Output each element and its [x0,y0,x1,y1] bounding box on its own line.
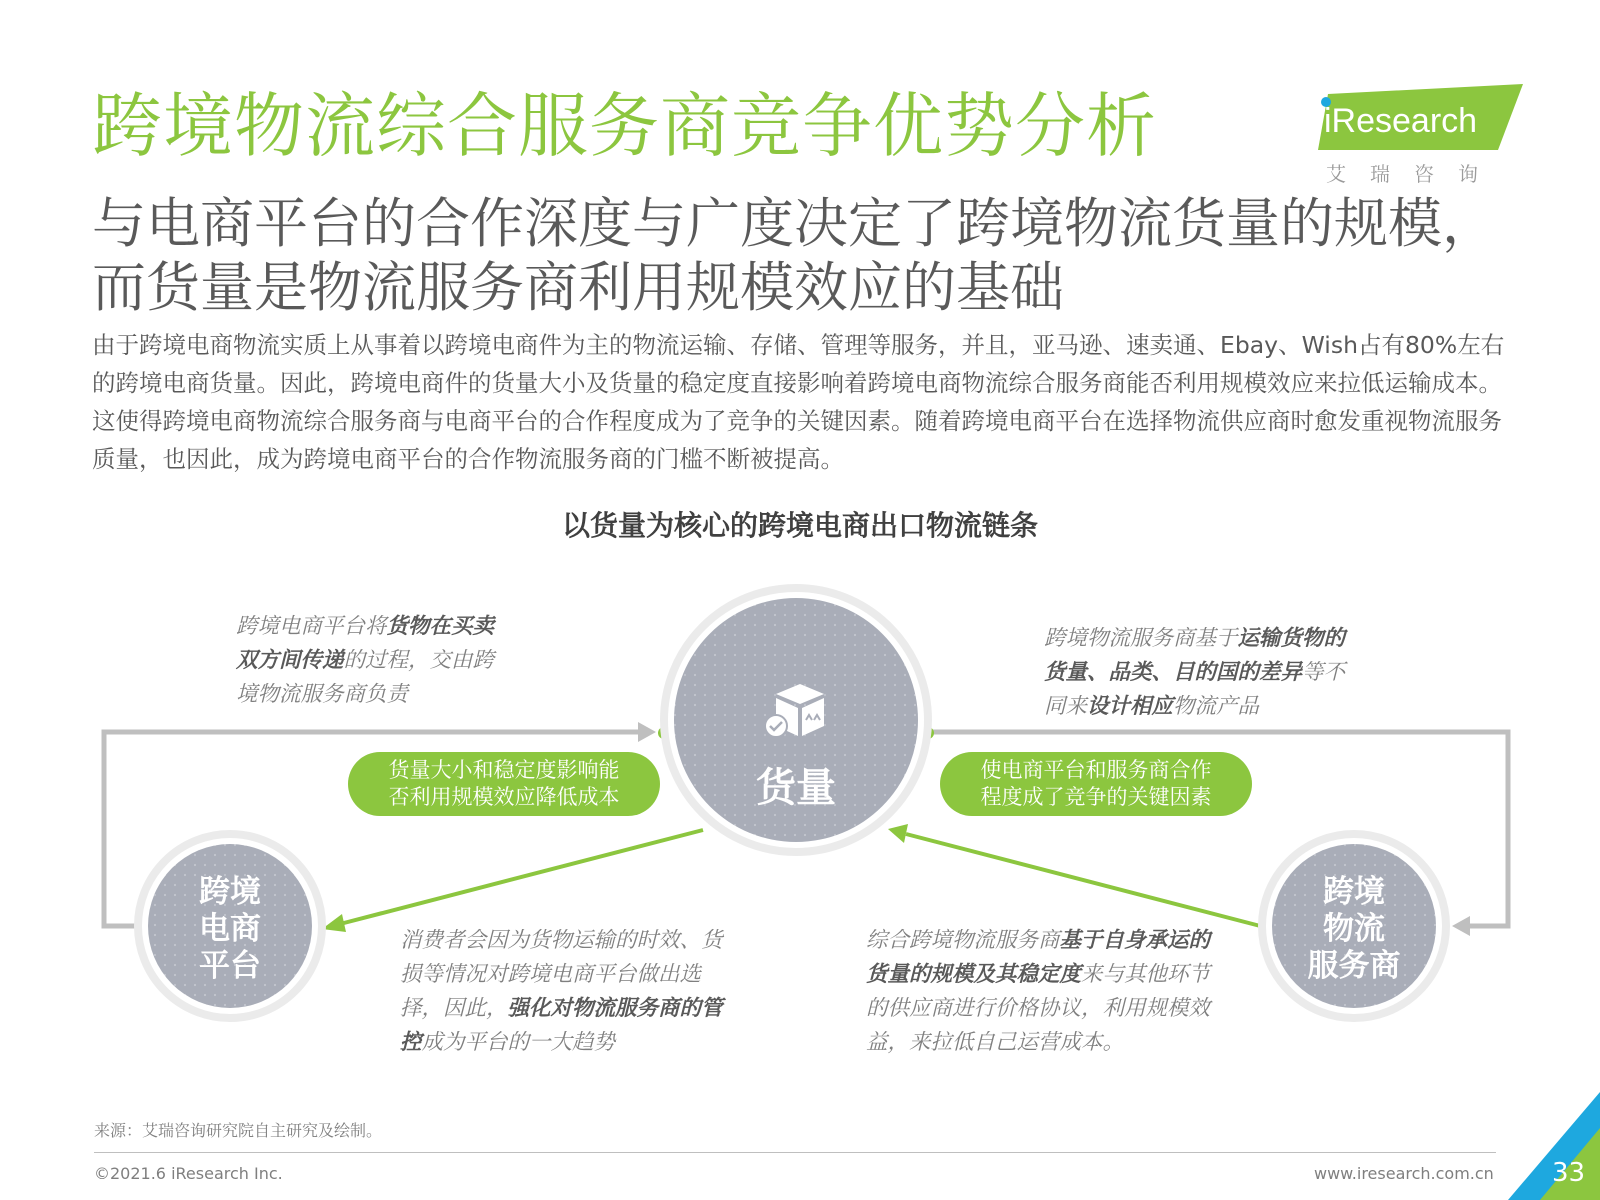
subtitle-line-1: 与电商平台的合作深度与广度决定了跨境物流货量的规模， [92,192,1496,255]
svg-text:iResearch: iResearch [1324,102,1478,140]
website-link[interactable]: www.iresearch.com.cn [1314,1164,1494,1183]
copyright: ©2021.6 iResearch Inc. [94,1164,283,1183]
top-right-annotation: 跨境物流服务商基于运输货物的货量、品类、目的国的差异等不同来设计相应物流产品 [1044,626,1346,719]
top-left-annotation: 跨境电商平台将货物在买卖双方间传递的过程，交由跨境物流服务商负责 [236,614,495,707]
logo-chinese-text: 艾瑞咨询 [1326,162,1502,186]
arrow-to-platform [322,830,703,932]
right-node-label: 跨境 物流 服务商 [1307,874,1401,984]
bottom-right-annotation: 综合跨境物流服务商基于自身承运的货量的规模及其稳定度来与其他环节的供应商进行价格协议，利用规模效益，来拉低自己运营成本。 [866,928,1211,1055]
subtitle-line-2: 而货量是物流服务商利用规模效应的基础 [92,256,1064,319]
page-title: 跨境物流综合服务商竞争优势分析 [92,85,1157,167]
diagram-title: 以货量为核心的跨境电商出口物流链条 [561,509,1038,542]
center-node-label: 货量 [756,765,836,811]
left-pill: 货量大小和稳定度影响能否利用规模效应降低成本 [348,752,660,816]
body-paragraph: 由于跨境电商物流实质上从事着以跨境电商件为主的物流运输、存储、管理等服务，并且，亚马逊、速卖通、Ebay、Wish占有80%左右的跨境电商货量。因此，跨境电商件的货量大小及货量的稳定度直接影响着跨境电商物流综合服务商能否利用规模效应来拉低运输成本。这使得跨境电商物流综合服务商与电商平台的合作程度成为了竞争的关键因素。随着跨境电商平台在选择物流供应商时愈发重视物流服务质量，也因此，成为跨境电商平台的合作物流服务商的门槛不断被提高。 [92,331,1505,473]
page-number: 33 [1552,1158,1586,1188]
right-pill: 使电商平台和服务商合作程度成了竞争的关键因素 [940,752,1252,816]
arrow-to-volume [888,824,1268,928]
left-node-label: 跨境 电商 平台 [199,874,261,984]
source-note: 来源：艾瑞咨询研究院自主研究及绘制。 [94,1121,383,1140]
bottom-left-annotation: 消费者会因为货物运输的时效、货损等情况对跨境电商平台做出选择，因此，强化对物流服务商的管控成为平台的一大趋势 [400,928,723,1055]
footer-divider [94,1152,1496,1153]
